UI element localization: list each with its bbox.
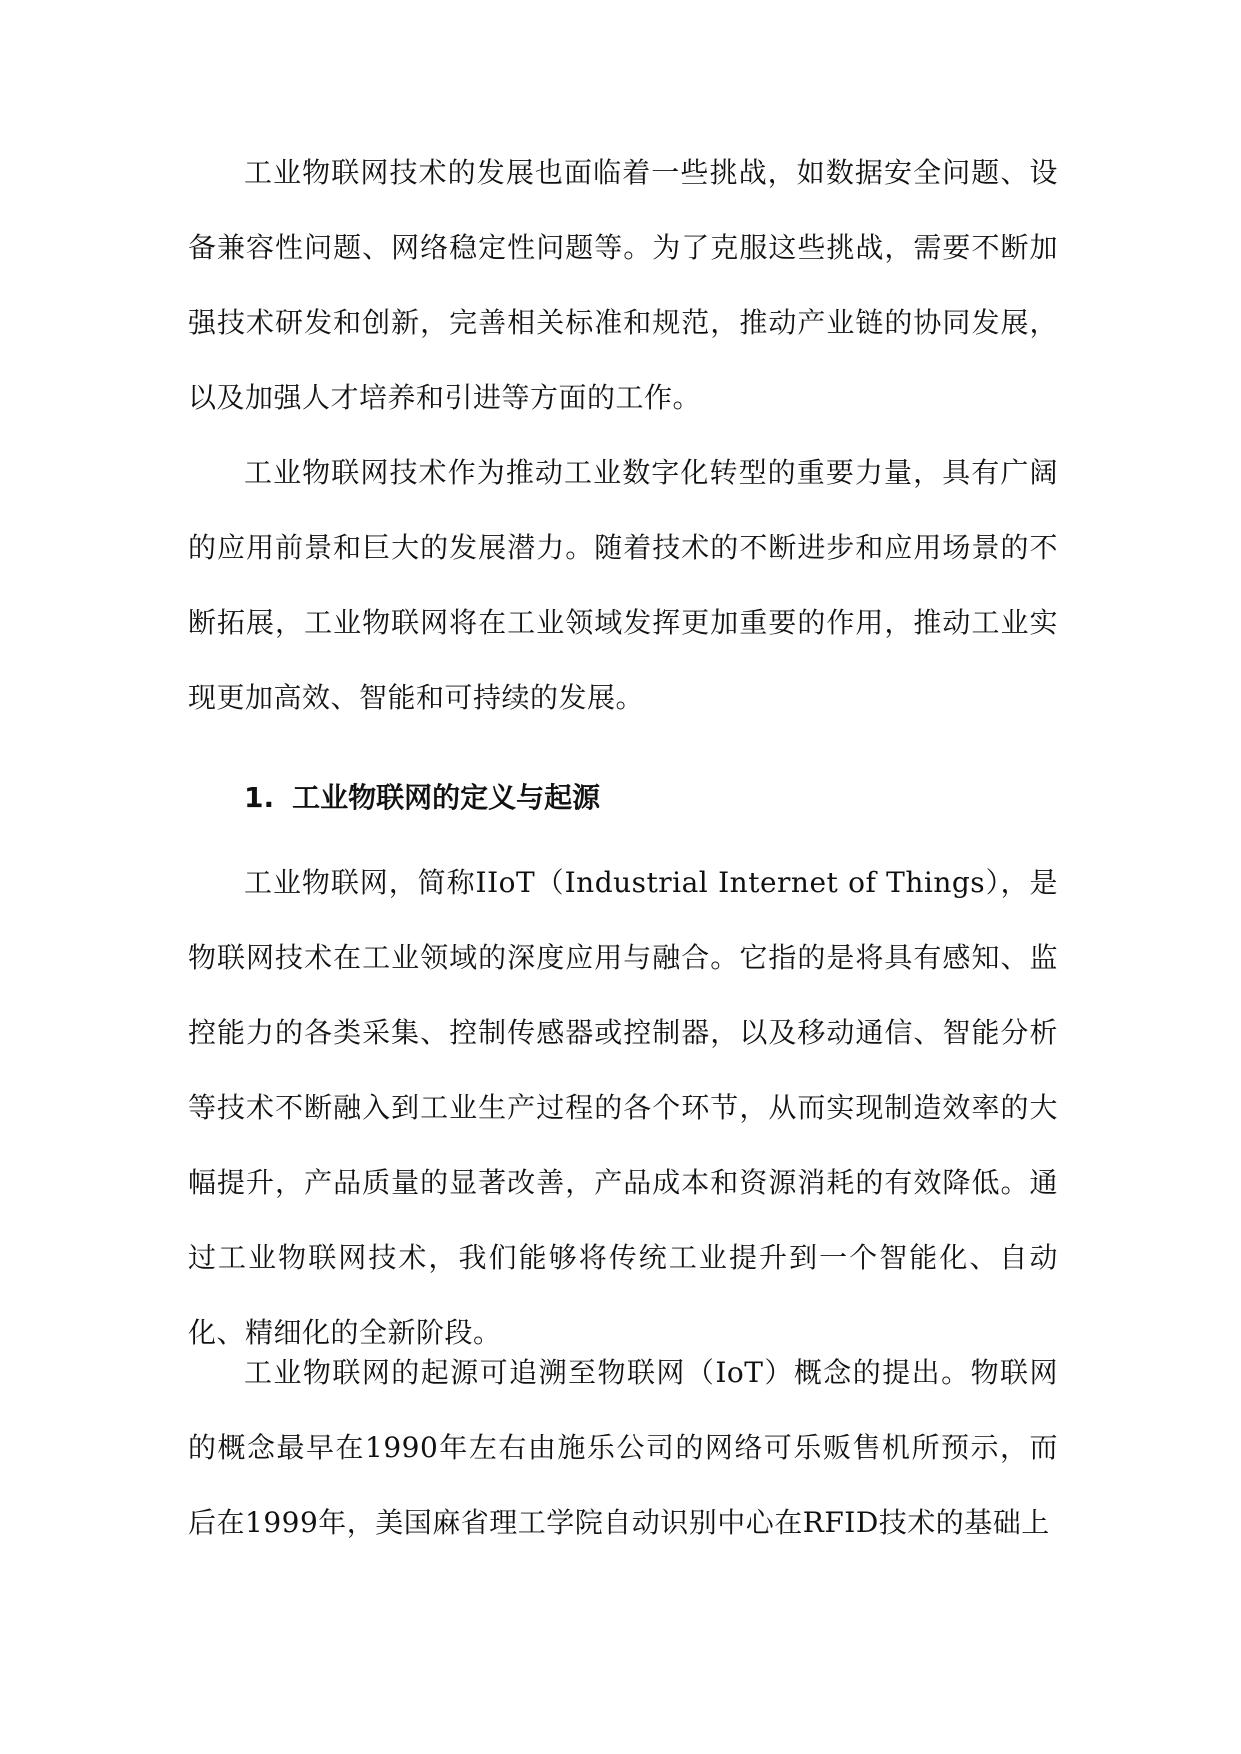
paragraph-origin: 工业物联网的起源可追溯至物联网（IoT）概念的提出。物联网的概念最早在1990年左右由施乐公司的网络可乐贩售机所预示，而后在1999年，美国麻省理工学院自动识别中心在RFID技术的基础上	[188, 1356, 1058, 1539]
section-heading	[244, 778, 600, 818]
section-title: 工业物联网的定义与起源	[292, 781, 601, 814]
paragraph-definition: 工业物联网，简称IIoT（Industrial Internet of Things），是物联网技术在工业领域的深度应用与融合。它指的是将具有感知、监控能力的各类采集、控制传感器或控制器，以及移动通信、智能分析等技术不断融入到工业生产过程的各个环节，从而实现制造效率的大幅提升，产品质量的显著改善，产品成本和资源消耗的有效降低。通过工业物联网技术，我们能够将传统工业提升到一个智能化、自动化、精细化的全新阶段。	[188, 866, 1058, 1349]
paragraph-challenges: 工业物联网技术的发展也面临着一些挑战，如数据安全问题、设备兼容性问题、网络稳定性问题等。为了克服这些挑战，需要不断加强技术研发和创新，完善相关标准和规范，推动产业链的协同发展，以及加强人才培养和引进等方面的工作。	[188, 156, 1058, 414]
paragraph-prospects: 工业物联网技术作为推动工业数字化转型的重要力量，具有广阔的应用前景和巨大的发展潜力。随着技术的不断进步和应用场景的不断拓展，工业物联网将在工业领域发挥更加重要的作用，推动工业实现更加高效、智能和可持续的发展。	[188, 456, 1058, 714]
section-number: 1.	[244, 781, 275, 814]
